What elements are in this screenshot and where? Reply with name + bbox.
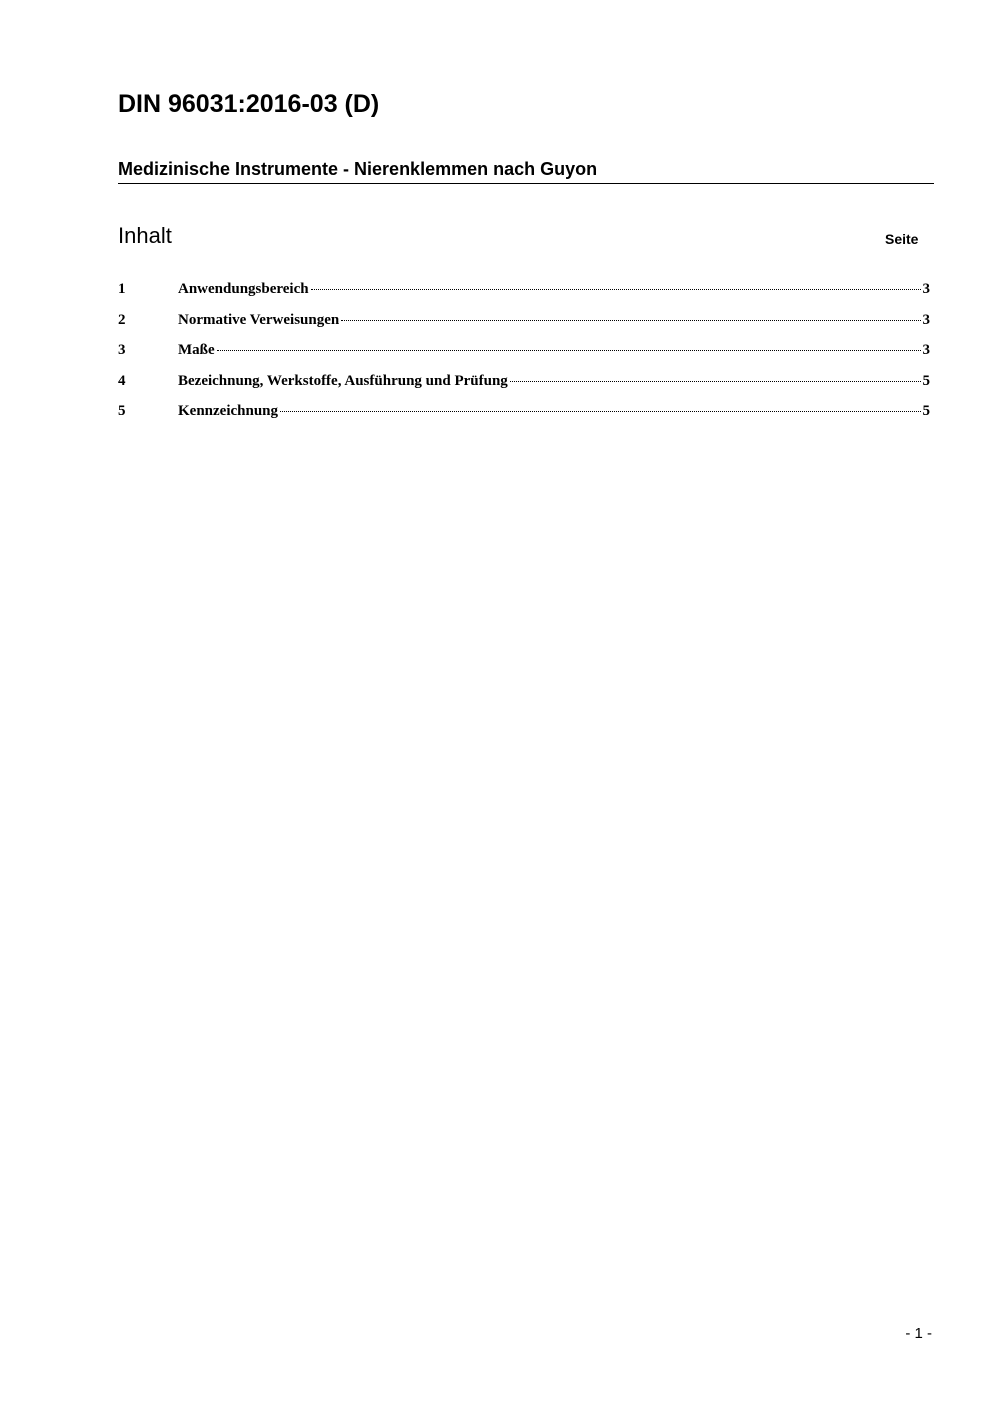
- toc-heading: Inhalt: [118, 223, 172, 248]
- table-of-contents: [118, 279, 930, 432]
- document-title: Medizinische Instrumente - Nierenklemmen nach Guyon: [118, 157, 934, 184]
- toc-dot-leader: [341, 320, 920, 321]
- toc-page-column-label: Seite: [885, 231, 919, 247]
- toc-entry-anwendungsbereich[interactable]: [118, 279, 930, 310]
- toc-entry-label: Maße: [178, 342, 215, 358]
- toc-entry-page: 3: [922, 311, 930, 328]
- toc-entry-label: Normative Verweisungen: [178, 311, 340, 328]
- toc-entry-number: 1: [118, 281, 126, 297]
- toc-entry-page: 3: [922, 342, 930, 358]
- toc-entry-number: 2: [118, 311, 126, 328]
- toc-dot-leader: [311, 289, 921, 290]
- toc-entry-page: 5: [922, 372, 930, 389]
- toc-entry-bezeichnung[interactable]: [118, 371, 930, 402]
- page-number: - 1 -: [905, 1325, 932, 1342]
- toc-entry-normative-verweisungen[interactable]: [118, 310, 930, 341]
- toc-entry-masse[interactable]: [118, 340, 930, 371]
- toc-dot-leader: [510, 381, 921, 382]
- toc-entry-label: Bezeichnung, Werkstoffe, Ausführung und Prüfung: [178, 372, 508, 389]
- toc-dot-leader: [280, 411, 920, 412]
- toc-dot-leader: [217, 350, 921, 351]
- toc-entry-page: 5: [922, 403, 930, 419]
- toc-entry-label: Anwendungsbereich: [178, 281, 309, 297]
- document-number: DIN 96031:2016-03 (D): [118, 90, 380, 118]
- toc-entry-kennzeichnung[interactable]: [118, 401, 930, 432]
- toc-entry-page: 3: [922, 281, 930, 297]
- toc-entry-number: 3: [118, 342, 126, 358]
- toc-entry-number: 4: [118, 372, 126, 389]
- toc-entry-number: 5: [118, 403, 126, 419]
- toc-entry-label: Kennzeichnung: [178, 403, 279, 419]
